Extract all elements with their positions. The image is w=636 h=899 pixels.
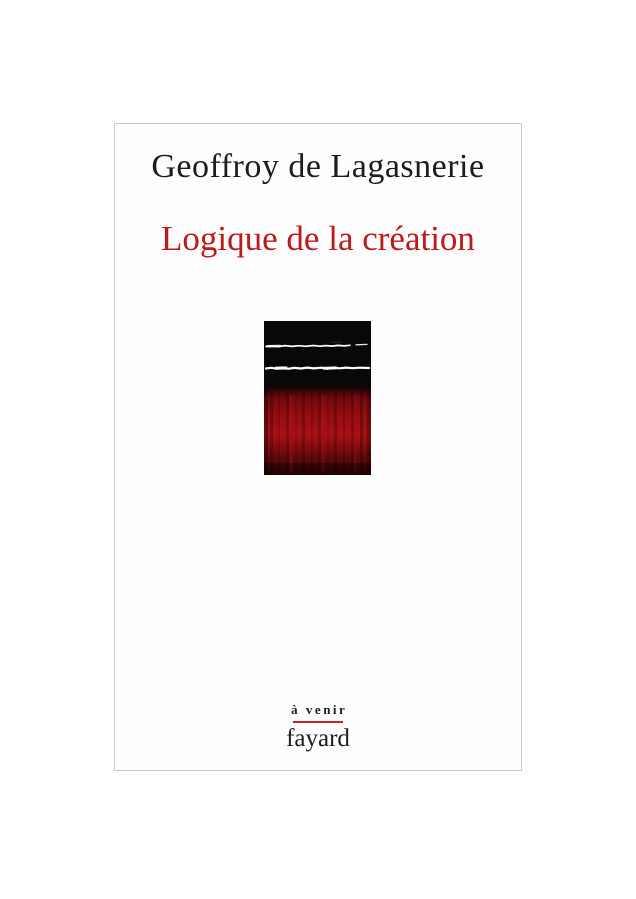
publisher-logo: fayard xyxy=(286,725,350,752)
publisher-block xyxy=(115,702,521,752)
abstract-painting-image xyxy=(264,321,371,475)
red-field xyxy=(264,387,371,475)
red-rule xyxy=(293,721,343,723)
scratch-line-lower xyxy=(266,368,369,369)
cover-artwork xyxy=(264,321,371,475)
collection-name: à venir xyxy=(291,702,348,717)
author-name: Geoffroy de Lagasnerie xyxy=(151,148,485,185)
book-title: Logique de la création xyxy=(161,219,475,258)
book-cover xyxy=(114,123,522,771)
